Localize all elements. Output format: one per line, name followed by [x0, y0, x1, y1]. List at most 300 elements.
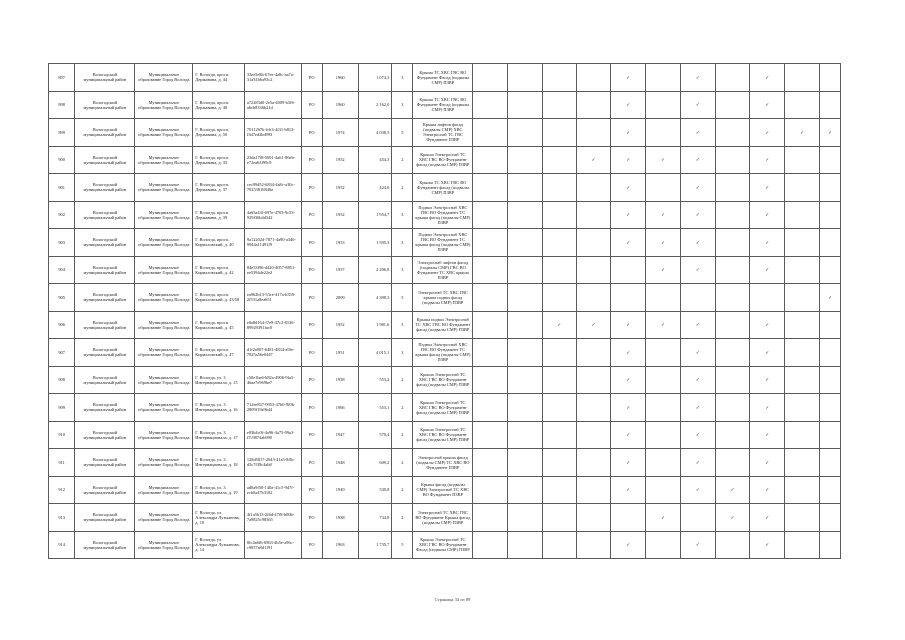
address-cell: Г. Вологда, ул. 3 Интернационала, д. 16	[193, 394, 245, 422]
year-cell: 1952	[322, 311, 358, 339]
work-check-cell	[611, 201, 646, 229]
work-check-cell	[646, 201, 681, 229]
work-check-cell	[473, 366, 508, 394]
work-check-cell	[785, 366, 820, 394]
category-cell: РО	[301, 311, 322, 339]
municipality-cell: Муниципальное образование Город Вологда	[135, 504, 193, 532]
checkmark-icon: ✓	[765, 404, 770, 410]
floors-cell: 5	[392, 531, 413, 559]
work-check-cell	[646, 91, 681, 119]
checkmark-icon: ✓	[661, 239, 665, 245]
work-check-cell	[715, 64, 750, 92]
work-check-cell	[576, 449, 611, 477]
work-check-cell	[542, 284, 576, 312]
table-row	[49, 504, 841, 532]
work-check-cell	[508, 201, 543, 229]
municipality-cell: Муниципальное образование Город Вологда	[135, 421, 193, 449]
work-check-cell	[785, 174, 820, 202]
works-cell: Электроснаб крыша фасад (подвалы СМР) ТС ХВС ВО Фундамент ПЗВР	[413, 449, 473, 477]
work-check-cell	[750, 146, 785, 174]
checkmark-icon: ✓	[695, 102, 700, 108]
work-check-cell	[542, 449, 576, 477]
year-cell: 1952	[322, 201, 358, 229]
work-check-cell	[646, 504, 681, 532]
checkmark-icon: ✓	[765, 487, 770, 493]
table-row	[49, 284, 841, 312]
work-check-cell	[680, 119, 715, 147]
checkmark-icon: ✓	[695, 459, 700, 465]
work-check-cell	[473, 256, 508, 284]
house-id-cell: 4f1a5b13-2f6d-47f8-b00b-7a9825c98365	[244, 504, 301, 532]
work-check-cell	[785, 91, 820, 119]
checkmark-icon: ✓	[695, 74, 700, 80]
work-check-cell	[819, 339, 840, 367]
work-check-cell	[611, 119, 646, 147]
work-check-cell	[819, 476, 840, 504]
work-check-cell	[819, 284, 840, 312]
floors-cell: 2	[392, 504, 413, 532]
district-cell: Вологодский муниципальный район	[75, 146, 135, 174]
work-check-cell	[750, 201, 785, 229]
row-number: 910	[49, 421, 75, 449]
checkmark-icon: ✓	[661, 157, 665, 163]
row-number: 907	[49, 339, 75, 367]
work-check-cell	[715, 91, 750, 119]
category-cell: РО	[301, 366, 322, 394]
work-check-cell	[576, 504, 611, 532]
table-row	[49, 531, 841, 559]
house-id-cell: e0a8d164-f7e9-47c2-8136-89929391fac0	[244, 311, 301, 339]
table-row	[49, 119, 841, 147]
work-check-cell	[576, 531, 611, 559]
year-cell: 1952	[322, 174, 358, 202]
checkmark-icon: ✓	[695, 349, 700, 355]
work-check-cell	[473, 119, 508, 147]
work-check-cell	[680, 449, 715, 477]
works-cell: Электроснаб лифтов фасад (подвалы СМР) ГВС ВО Фундамент ТС ХВС крыша ПЗВР	[413, 256, 473, 284]
district-cell: Вологодский муниципальный район	[75, 229, 135, 257]
house-id-cell: cec99d52-6834-4a8c-a30c-79253816846a	[244, 174, 301, 202]
work-check-cell	[611, 91, 646, 119]
year-cell: 2009	[322, 284, 358, 312]
work-check-cell	[750, 449, 785, 477]
area-cell: 424,6	[358, 174, 392, 202]
work-check-cell	[646, 119, 681, 147]
area-cell: 4 038,5	[358, 119, 392, 147]
work-check-cell	[473, 504, 508, 532]
checkmark-icon: ✓	[591, 157, 596, 163]
work-check-cell	[508, 174, 543, 202]
work-check-cell	[646, 339, 681, 367]
checkmark-icon: ✓	[626, 74, 631, 80]
work-check-cell	[715, 119, 750, 147]
work-check-cell	[646, 366, 681, 394]
work-check-cell	[785, 229, 820, 257]
address-cell: Г. Вологда, ул. Александра Лузыанова, д. 10	[193, 504, 245, 532]
floors-cell: 3	[392, 311, 413, 339]
work-check-cell	[715, 229, 750, 257]
floors-cell: 2	[392, 449, 413, 477]
year-cell: 1951	[322, 339, 358, 367]
checkmark-icon: ✓	[626, 377, 631, 383]
work-check-cell	[508, 504, 543, 532]
works-cell: Крыша подвал Электроснаб ТС ХВС ГВС ВО Фундамент фасад (подвалы СМР) ПЗВР	[413, 311, 473, 339]
area-cell: 4 398,3	[358, 284, 392, 312]
district-cell: Вологодский муниципальный район	[75, 476, 135, 504]
checkmark-icon: ✓	[626, 459, 631, 465]
work-check-cell	[750, 91, 785, 119]
floors-cell: 3	[392, 201, 413, 229]
district-cell: Вологодский муниципальный район	[75, 119, 135, 147]
category-cell: РО	[301, 284, 322, 312]
work-check-cell	[473, 284, 508, 312]
work-check-cell	[576, 174, 611, 202]
address-cell: Г. Вологда, просп. Державина, д. 50	[193, 119, 245, 147]
year-cell: 1974	[322, 119, 358, 147]
work-check-cell	[785, 394, 820, 422]
work-check-cell	[819, 119, 840, 147]
municipality-cell: Муниципальное образование Город Вологда	[135, 229, 193, 257]
work-check-cell	[473, 394, 508, 422]
row-number: 897	[49, 64, 75, 92]
work-check-cell	[750, 64, 785, 92]
table-row	[49, 64, 841, 92]
checkmark-icon: ✓	[557, 322, 562, 328]
work-check-cell	[819, 201, 840, 229]
checkmark-icon: ✓	[695, 322, 700, 328]
work-check-cell	[576, 476, 611, 504]
work-check-cell	[715, 531, 750, 559]
area-cell: 1 074,3	[358, 64, 392, 92]
row-number: 908	[49, 366, 75, 394]
work-check-cell	[473, 476, 508, 504]
area-cell: 530,8	[358, 476, 392, 504]
work-check-cell	[576, 311, 611, 339]
floors-cell: 2	[392, 174, 413, 202]
category-cell: РО	[301, 421, 322, 449]
checkmark-icon: ✓	[765, 349, 770, 355]
works-cell: Подвал Электроснаб ХВС ГВС ВО Фундамент ТС крыша фасад (подвалы СМР) ПЗВР	[413, 339, 473, 367]
table-row	[49, 476, 841, 504]
work-check-cell	[785, 311, 820, 339]
work-check-cell	[542, 366, 576, 394]
work-check-cell	[715, 146, 750, 174]
area-cell: 1 735,7	[358, 531, 392, 559]
year-cell: 1957	[322, 256, 358, 284]
work-check-cell	[819, 174, 840, 202]
work-check-cell	[646, 64, 681, 92]
work-check-cell	[542, 119, 576, 147]
floors-cell: 3	[392, 339, 413, 367]
checkmark-icon: ✓	[661, 212, 665, 218]
work-check-cell	[680, 421, 715, 449]
row-number: 902	[49, 201, 75, 229]
work-check-cell	[542, 339, 576, 367]
row-number: 909	[49, 394, 75, 422]
district-cell: Вологодский муниципальный район	[75, 64, 135, 92]
works-cell: Крыша Электроснаб ТС ХВС ГВС ВО Фундамент фасад (подвалы СМР) ПЗВР	[413, 394, 473, 422]
work-check-cell	[473, 229, 508, 257]
table-row	[49, 256, 841, 284]
address-cell: Г. Вологда, ул. 3 Интернационала, д. 19	[193, 476, 245, 504]
checkmark-icon: ✓	[661, 322, 665, 328]
checkmark-icon: ✓	[800, 129, 804, 135]
area-cell: 1 954,7	[358, 201, 392, 229]
work-check-cell	[542, 91, 576, 119]
table-row	[49, 339, 841, 367]
work-check-cell	[819, 64, 840, 92]
area-cell: 2 162,0	[358, 91, 392, 119]
work-check-cell	[611, 504, 646, 532]
checkmark-icon: ✓	[765, 239, 770, 245]
work-check-cell	[819, 311, 840, 339]
register-table	[48, 63, 841, 559]
work-check-cell	[715, 256, 750, 284]
municipality-cell: Муниципальное образование Город Вологда	[135, 531, 193, 559]
work-check-cell	[473, 311, 508, 339]
category-cell: РО	[301, 119, 322, 147]
district-cell: Вологодский муниципальный район	[75, 394, 135, 422]
category-cell: РО	[301, 339, 322, 367]
work-check-cell	[680, 366, 715, 394]
work-check-cell	[473, 339, 508, 367]
work-check-cell	[680, 229, 715, 257]
works-cell: Крыша ТС ХВС ГВС ВО Фундамент Фасад (подвалы СМР) ПЗВР	[413, 91, 473, 119]
house-id-cell: 712ee837-9953-47b0-9f0b-2809f19a9b44	[244, 394, 301, 422]
row-number: 903	[49, 229, 75, 257]
works-cell: Крыша лифтов фасад (подвалы СМР) ХВС Электроснаб ТС ГВС Фундамент ПЗВР	[413, 119, 473, 147]
district-cell: Вологодский муниципальный район	[75, 311, 135, 339]
work-check-cell	[611, 256, 646, 284]
work-check-cell	[576, 394, 611, 422]
row-number: 898	[49, 91, 75, 119]
work-check-cell	[646, 256, 681, 284]
category-cell: РО	[301, 229, 322, 257]
checkmark-icon: ✓	[730, 514, 735, 520]
checkmark-icon: ✓	[695, 377, 700, 383]
row-number: 904	[49, 256, 75, 284]
year-cell: 1948	[322, 449, 358, 477]
work-check-cell	[785, 476, 820, 504]
work-check-cell	[785, 449, 820, 477]
work-check-cell	[785, 504, 820, 532]
work-check-cell	[508, 449, 543, 477]
house-id-cell: 84e53f96-d420-4057-8851-ee5394de22e2	[244, 256, 301, 284]
row-number: 911	[49, 449, 75, 477]
work-check-cell	[611, 449, 646, 477]
area-cell: 4 015,1	[358, 339, 392, 367]
floors-cell: 2	[392, 394, 413, 422]
municipality-cell: Муниципальное образование Город Вологда	[135, 91, 193, 119]
works-cell: Электроснаб ТС ХВС ГВС ВО Фундамент Крыша фасад (подвалы СМР) ПЗВР	[413, 504, 473, 532]
checkmark-icon: ✓	[765, 157, 770, 163]
work-check-cell	[715, 421, 750, 449]
checkmark-icon: ✓	[626, 542, 631, 548]
address-cell: Г. Вологда, ул. Александра Лузыанова, д. 14	[193, 531, 245, 559]
area-cell: 1 595,3	[358, 229, 392, 257]
address-cell: Г. Вологда, ул. 3 Интернационала, д. 15	[193, 366, 245, 394]
work-check-cell	[819, 256, 840, 284]
work-check-cell	[473, 146, 508, 174]
checkmark-icon: ✓	[626, 349, 631, 355]
year-cell: 1947	[322, 421, 358, 449]
category-cell: РО	[301, 394, 322, 422]
category-cell: РО	[301, 174, 322, 202]
municipality-cell: Муниципальное образование Город Вологда	[135, 366, 193, 394]
work-check-cell	[646, 284, 681, 312]
checkmark-icon: ✓	[765, 212, 770, 218]
municipality-cell: Муниципальное образование Город Вологда	[135, 394, 193, 422]
checkmark-icon: ✓	[695, 432, 700, 438]
work-check-cell	[646, 421, 681, 449]
work-check-cell	[508, 394, 543, 422]
work-check-cell	[750, 311, 785, 339]
work-check-cell	[750, 366, 785, 394]
year-cell: 1952	[322, 146, 358, 174]
row-number: 912	[49, 476, 75, 504]
category-cell: РО	[301, 64, 322, 92]
municipality-cell: Муниципальное образование Город Вологда	[135, 119, 193, 147]
work-check-cell	[646, 146, 681, 174]
work-check-cell	[611, 64, 646, 92]
category-cell: РО	[301, 476, 322, 504]
work-check-cell	[715, 366, 750, 394]
work-check-cell	[750, 119, 785, 147]
work-check-cell	[646, 476, 681, 504]
work-check-cell	[576, 339, 611, 367]
category-cell: РО	[301, 201, 322, 229]
work-check-cell	[542, 146, 576, 174]
house-id-cell: 128d5817-2643-41a5-8f0c-d5c7f38c4ab8	[244, 449, 301, 477]
work-check-cell	[646, 449, 681, 477]
work-check-cell	[508, 91, 543, 119]
work-check-cell	[576, 256, 611, 284]
year-cell: 1963	[322, 531, 358, 559]
works-cell: Крыша фасад (подвалы СМР) Электроснаб ТС ХВС ВО Фундамент ПЗВР	[413, 476, 473, 504]
work-check-cell	[542, 531, 576, 559]
work-check-cell	[680, 339, 715, 367]
house-id-cell: c50e1be6-b82a-4906-9fa5-46ae7e969be7	[244, 366, 301, 394]
work-check-cell	[508, 421, 543, 449]
checkmark-icon: ✓	[765, 432, 770, 438]
work-check-cell	[646, 229, 681, 257]
work-check-cell	[680, 504, 715, 532]
checkmark-icon: ✓	[626, 129, 631, 135]
checkmark-icon: ✓	[695, 487, 700, 493]
address-cell: Г. Вологда, ул. 3 Интернационала, д. 18	[193, 449, 245, 477]
work-check-cell	[680, 146, 715, 174]
area-cell: 2 206,8	[358, 256, 392, 284]
checkmark-icon: ✓	[591, 322, 596, 328]
area-cell: 553,1	[358, 394, 392, 422]
work-check-cell	[680, 201, 715, 229]
table-row	[49, 394, 841, 422]
work-check-cell	[611, 174, 646, 202]
area-cell: 734,8	[358, 504, 392, 532]
work-check-cell	[611, 394, 646, 422]
floors-cell: 3	[392, 64, 413, 92]
checkmark-icon: ✓	[626, 212, 631, 218]
work-check-cell	[542, 394, 576, 422]
row-number: 906	[49, 311, 75, 339]
year-cell: 1960	[322, 91, 358, 119]
work-check-cell	[611, 531, 646, 559]
work-check-cell	[680, 64, 715, 92]
area-cell: 609,2	[358, 449, 392, 477]
row-number: 914	[49, 531, 75, 559]
house-id-cell: 23da17f8-5691-4a61-86eb-e72ea63f99c9	[244, 146, 301, 174]
work-check-cell	[819, 91, 840, 119]
work-check-cell	[611, 146, 646, 174]
page-footer: Страница 34 из 89	[434, 597, 471, 602]
work-check-cell	[715, 284, 750, 312]
checkmark-icon: ✓	[695, 239, 700, 245]
work-check-cell	[508, 146, 543, 174]
checkmark-icon: ✓	[626, 184, 631, 190]
work-check-cell	[646, 311, 681, 339]
year-cell: 1958	[322, 366, 358, 394]
work-check-cell	[646, 531, 681, 559]
work-check-cell	[680, 311, 715, 339]
floors-cell: 3	[392, 91, 413, 119]
year-cell: 1938	[322, 504, 358, 532]
checkmark-icon: ✓	[765, 514, 770, 520]
work-check-cell	[542, 201, 576, 229]
work-check-cell	[785, 531, 820, 559]
work-check-cell	[473, 64, 508, 92]
works-cell: Подвал Электроснаб ХВС ГВС ВО Фундамент ТС крыша фасад (подвалы СМР) ПЗВР	[413, 229, 473, 257]
district-cell: Вологодский муниципальный район	[75, 449, 135, 477]
work-check-cell	[680, 531, 715, 559]
house-id-cell: 9a12202d-7871-4a90-a346-9944a11491f9	[244, 229, 301, 257]
work-check-cell	[611, 229, 646, 257]
district-cell: Вологодский муниципальный район	[75, 91, 135, 119]
works-cell: Крыша Электроснаб ТС ХВС ГВС ВО Фундамент фасад (подвалы СМР) ПЗВР	[413, 146, 473, 174]
municipality-cell: Муниципальное образование Город Вологда	[135, 174, 193, 202]
address-cell: Г. Вологда, просп. Кирилловский, д. 45	[193, 311, 245, 339]
checkmark-icon: ✓	[765, 459, 770, 465]
checkmark-icon: ✓	[765, 377, 770, 383]
work-check-cell	[542, 504, 576, 532]
category-cell: РО	[301, 146, 322, 174]
work-check-cell	[508, 339, 543, 367]
work-check-cell	[611, 476, 646, 504]
area-cell: 1 981,6	[358, 311, 392, 339]
work-check-cell	[680, 476, 715, 504]
work-check-cell	[715, 339, 750, 367]
work-check-cell	[715, 394, 750, 422]
work-check-cell	[508, 366, 543, 394]
address-cell: Г. Вологда, просп. Державина, д. 35	[193, 146, 245, 174]
address-cell: Г. Вологда, ул. 3 Интернационала, д. 17	[193, 421, 245, 449]
house-id-cell: 4a65a43f-697e-4703-9c53-929f36b4d342	[244, 201, 301, 229]
district-cell: Вологодский муниципальный район	[75, 531, 135, 559]
address-cell: Г. Вологда, просп. Кирилловский, д. 47	[193, 339, 245, 367]
address-cell: Г. Вологда, просп. Державина, д. 48	[193, 91, 245, 119]
category-cell: РО	[301, 256, 322, 284]
district-cell: Вологодский муниципальный район	[75, 256, 135, 284]
address-cell: Г. Вологда, просп. Кирилловский, д. 40	[193, 229, 245, 257]
work-check-cell	[576, 284, 611, 312]
works-cell: Крыша ТС ХВС ГВС ВО Фундамент Фасад (подвалы СМР) ПЗВР	[413, 64, 473, 92]
checkmark-icon: ✓	[765, 184, 770, 190]
municipality-cell: Муниципальное образование Город Вологда	[135, 201, 193, 229]
floors-cell: 2	[392, 476, 413, 504]
work-check-cell	[785, 146, 820, 174]
municipality-cell: Муниципальное образование Город Вологда	[135, 476, 193, 504]
work-check-cell	[819, 366, 840, 394]
table-row	[49, 366, 841, 394]
